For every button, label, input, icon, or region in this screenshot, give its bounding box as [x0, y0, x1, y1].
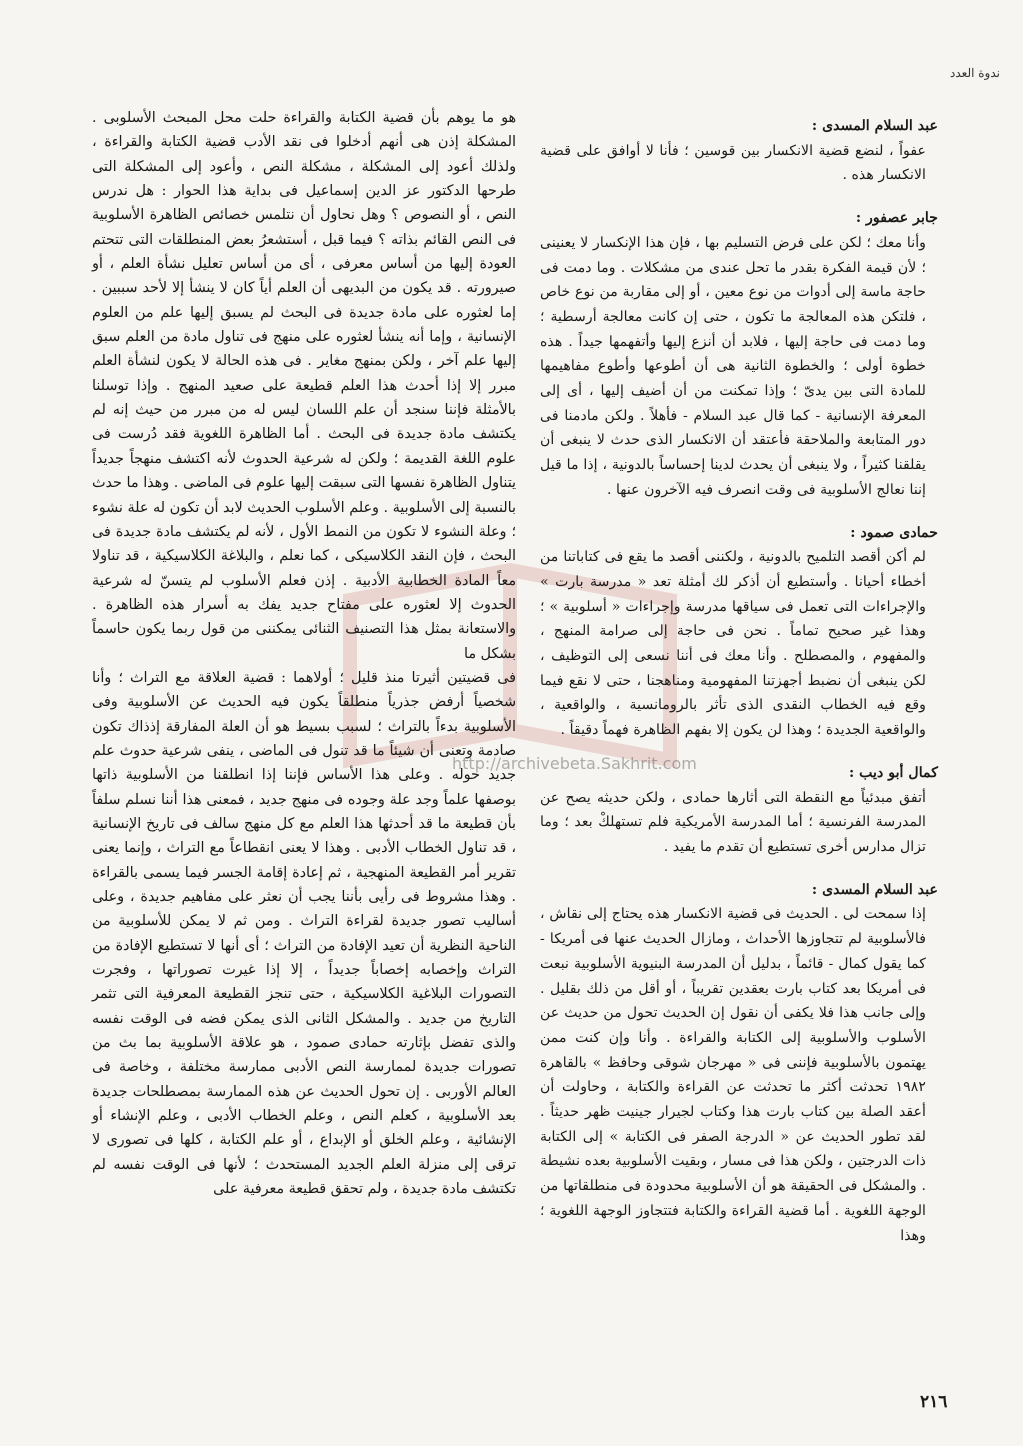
speaker-name: عبد السلام المسدى : [811, 118, 938, 134]
speaker-name: حمادى صمود : [850, 524, 938, 541]
speaker-name: عبد السلام المسدى : [811, 881, 938, 898]
right-column [540, 114, 938, 1248]
speech-paragraph: وأنا معك ؛ لكن على فرض التسليم بها ، فإن هذا الإنكسار لا يعنينى ؛ لأن قيمة الفكرة بقدر ما تحل عندى من مشكلات . وما دمت فى حاجة ماسة إلى أدوات من نوع معين ، أو إلى مقاربة من نوع خاص ، فلتكن هذه المعالجة ما تكون ، حتى إن كانت معالجة أرسطية ؛ وما دمت فى حاجة إليها ، فلابد أن أنزع إليها وأتفهمها جيداً . هذه خطوة أولى ؛ والخطوة الثانية هى أن أطوعها وأطوع مفاهيمها للمادة التى بين يدىّ ؛ وإذا تمكنت من أن أضيف إليها ، أى إلى المعرفة الإنسانية - كما قال عبد السلام - فأهلاً . ولكن مادمنا فى دور المتابعة والملاحقة فأعتقد أن الانكسار الذى حدث لا ينبغى أن يقلقنا كثيراً ، ولا ينبغى أن يحدث لدينا إحساساً بالدونية ، إذا ما قيل إننا نعالج الأسلوبية فى وقت انصرف فيه الآخرون عنها . [540, 234, 926, 498]
body-paragraph: فى قضيتين أثيرتا منذ قليل ؛ أولاهما : قضية العلاقة مع التراث ؛ وأنا شخصياً أرفض جذرياً منطلقاً يكون فيه الحديث عن الأسلوبية وفى الأسلوبية بدءاً بالتراث ؛ لسبب بسيط هو أن العلة المفارقة إذذاك تكون صادمة وتعنى أن شيئاً ما قد تنول فى الماضى ، ينفى شرعية حدوث علم جديد حوله . وعلى هذا الأساس فإننا إذا انطلقنا من الأسلوبية ذاتها بوصفها علماً وجد علة وجوده فى منهج جديد ، فمعنى هذا أننا نسلم سلفاً بأن قطيعة ما قد أحدثها هذا العلم مع كل منهج سالف فى تاريخ الإنسانية ، قد تناول الخطاب الأدبى . وهذا لا يعنى انقطاعاً مع التراث ، وإنما يعنى تقرير أمر القطيعة المنهجية ، ثم إعادة إقامة الجسر فيما يسمى بالقراءة . وهذا مشروط فى رأيى بأننا يجب أن نعثر على مفاهيم جديدة ، وعلى أساليب تصور جديدة لقراءة التراث . ومن ثم لا يمكن للأسلوبية من الناحية النظرية أن تعيد الإفادة من التراث ؛ أى أنها لا تستطيع الإفادة من التراث وإخصابه إخصاباً جديداً ، إلا إذا غيرت تصوراتها ، وفجرت التصورات البلاغية الكلاسيكية ، حتى تنجز القطيعة المعرفية التى تثمر التاريخ من جديد . والمشكل الثانى الذى يمكن فضه فى الوقت نفسه والذى تفضل بإثارته حمادى صمود ، هو علاقة الأسلوبية بما بث من تصورات جديدة لممارسة النص الأدبى ممارسة مختلفة ، وخاصة فى العالم الأوربى . إن تحول الحديث عن هذه الممارسة بمصطلحات جديدة بعد الأسلوبية ، كعلم النص ، وعلم الخطاب الأدبى ، وعلم الإنشاء أو الإنشائية ، وعلم الخلق أو الإبداع ، أو علم الكتابة ، كلها فى تصورى لا ترقى إلى منزلة العلم الجديد المستحدث ؛ لأنها فى الوقت نفسه لم تكتشف مادة جديدة ، ولم تحقق قطيعة معرفية على [92, 669, 516, 1198]
speech-paragraph: إذا سمحت لى . الحديث فى قضية الانكسار هذه يحتاج إلى نقاش ، فالأسلوبية لم تتجاوزها الأحداث ، ومازال الحديث عنها فى أمريكا - كما يقول كمال - قائماً ، بدليل أن المدرسة البنيوية الأسلوبية نبعت فى أمريكا بعد كتاب بارت بعقدين تقريباً ، أو أقل من ذلك بقليل . وإلى جانب هذا فلا يكفى أن نقول إن الحديث تحول من حديث عن الأسلوب والأسلوبية إلى الكتابة والقراءة . وأنا وإن كنت ممن يهتمون بالأسلوبية فإننى فى « مهرجان شوقى وحافظ » بالقاهرة ١٩٨٢ تحدثت أكثر ما تحدثت عن القراءة والكتابة ، وحاولت أن أعقد الصلة بين كتاب بارت هذا وكتاب لجيرار جينيت ظهر حديثاً . لقد تطور الحديث عن « الدرجة الصفر فى الكتابة » إلى الكتابة ذات الدرجتين ، ولكن هذا فى مسار ، وبقيت الأسلوبية بعده نشيطة . والمشكل فى الحقيقة هو أن الأسلوبية محدودة فى منطلقاتها من الوجهة اللغوية . أما قضية القراءة والكتابة فتتجاوز الوجهة اللغوية ؛ وهذا [540, 906, 926, 1244]
speaker-name: كمال أبو ديب : [848, 764, 938, 781]
body-paragraph: هو ما يوهم بأن قضية الكتابة والقراءة حلت محل المبحث الأسلوبى . المشكلة إذن هى أنهم أدخلوا فى نقد الأدب قضية الكتابة والقراءة ، ولذلك أعود إلى المشكلة ، مشكلة النص ، وأعود إلى المشكلة التى طرحها الدكتور عز الدين إسماعيل فى بداية هذا الحوار : هل ندرس النص ، أو النصوص ؟ وهل نحاول أن نتلمس خصائص الظاهرة الأسلوبية فى النص القائم بذاته ؟ فيما قبل ، أستشعرُ بعض المنطلقات التى تتحتم العودة إليها من أساس معرفى ، أى من أساس تعليل نشأة العلم ، أو صيرورته . قد يكون من البديهى أن العلم أياً كان لا ينشأ إلا لأحد سببين . إما لعثوره على مادة جديدة فى البحث لم يسبق إليها علم من العلوم الإنسانية ، وإما أنه ينشأ لعثوره على منهج فى تناول مادة من العلم سبق إليها علم آخر ، ولكن بمنهج مغاير . فى هذه الحالة لا يكون لنشأة العلم مبرر إلا إذا أحدث هذا العلم قطيعة على صعيد المنهج . وإذا توسلنا بالأمثلة فإننا سنجد أن علم اللسان ليس له من مبرر من حيث إنه لم يكتشف مادة جديدة فى البحث . أما الظاهرة اللغوية فقد دُرست فى علوم اللغة القديمة ؛ ولكن له شرعية الحدوث لأنه اكتشف منهجاً جديداً يتناول الظاهرة نفسها التى سبقت إليها علوم فى الماضى . وهذا ما حدث بالنسبة إلى الأسلوبية . وعلم الأسلوب الحديث لابد أن تكون له علة نشوء ؛ وعلة النشوء لا تكون من النمط الأول ، لأنه لم يكتشف مادة جديدة فى البحث ، فإن النقد الكلاسيكى ، كما نعلم ، والبلاغة الكلاسيكية ، قد تناولا معاً المادة الخطابية الأدبية . إذن فعلم الأسلوب لم يتسنّ له شرعية الحدوث إلا لعثوره على مفتاح جديد يفك به أسرار هذه الظاهرة . والاستعانة بمثل هذا التصنيف الثنائى يمكننى من قول ربما يكون حاسماً بشكل ما [92, 110, 517, 662]
left-column [92, 106, 516, 1201]
watermark-url: http://archivebeta.Sakhrit.com [452, 754, 697, 773]
running-head: ندوة العدد [950, 66, 1000, 80]
speech-paragraph: لم أكن أقصد التلميح بالدونية ، ولكننى أقصد ما يقع فى كتاباتنا من أخطاء أحيانا . وأستطيع أن أذكر لك أمثلة تعد « مدرسة بارت » والإجراءات التى تعمل فى سياقها مدرسة وإجراءات « أسلوبية » ؛ وهذا غير صحيح تماماً . نحن فى حاجة إلى صرامة المنهج ، والمفهوم ، والمصطلح . وأنا معك فى أننا نسعى إلى التوظيف ، لكن ينبغى أن نضبط أجهزتنا المفهومية ومناهجنا ، حتى لا نقع فيما وقع فيه الخطاب النقدى الذى تأثر بالرومانسية ، والواقعية ، والواقعية الجديدة ؛ وهذا لن يكون إلا بفهم الظاهرة فهماً دقيقاً . [540, 549, 926, 739]
speech-paragraph: أتفق مبدئياً مع النقطة التى أثارها حمادى ، ولكن حديثه يصح عن المدرسة الفرنسية ؛ أما المدرسة الأمريكية فلم تستهلكْ بعد ؛ وما تزال مدارس أخرى تستطيع أن تقدم ما يفيد . [540, 789, 926, 855]
speech-paragraph: عفواً ، لنضع قضية الانكسار بين قوسين ؛ فأنا لا أوافق على قضية الانكسار هذه . [540, 142, 926, 184]
speaker-name: جابر عصفور : [855, 210, 938, 227]
page-number: ٢١٦ [920, 1392, 948, 1412]
